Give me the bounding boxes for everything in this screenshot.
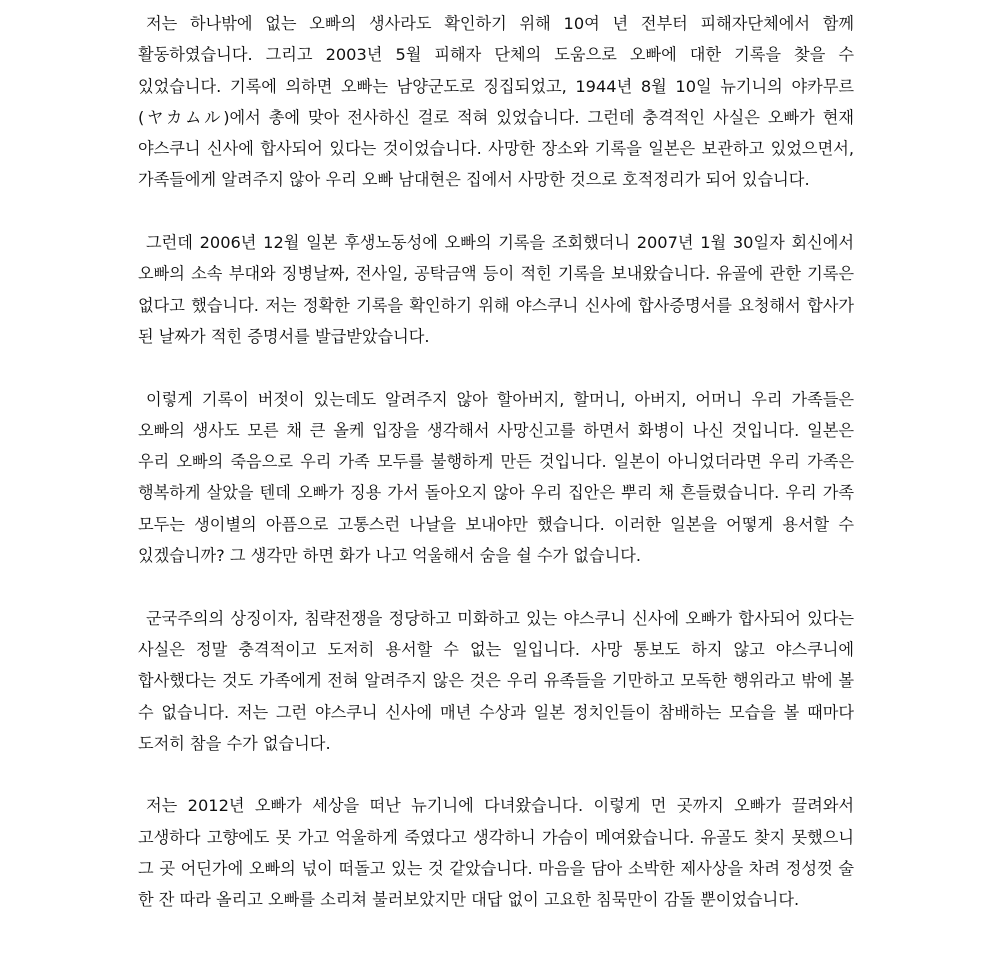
paragraph-1: 저는 하나밖에 없는 오빠의 생사라도 확인하기 위해 10여 년 전부터 피해자단체에서 함께 활동하였습니다. 그리고 2003년 5월 피해자 단체의 도움으로 오빠에 대한 기록을 찾을 수 있었습니다. 기록에 의하면 오빠는 남양군도로 징집되었고, 1944년 8월 10일 뉴기니의 야카무르(ヤカムル)에서 총에 맞아 전사하신 걸로 적혀 있었습니다. 그런데 충격적인 사실은 오빠가 현재 야스쿠니 신사에 합사되어 있다는 것이었습니다. 사망한 장소와 기록을 일본은 보관하고 있었으면서, 가족들에게 알려주지 않아 우리 오빠 남대현은 집에서 사망한 것으로 호적정리가 되어 있습니다. [138, 14, 854, 190]
paragraph-2: 그런데 2006년 12월 일본 후생노동성에 오빠의 기록을 조회했더니 2007년 1월 30일자 회신에서 오빠의 소속 부대와 징병날짜, 전사일, 공탁금액 등이 적힌 기록을 보내왔습니다. 유골에 관한 기록은 없다고 했습니다. 저는 정확한 기록을 확인하기 위해 야스쿠니 신사에 합사증명서를 요청해서 합사가 된 날짜가 적힌 증명서를 발급받았습니다. [138, 233, 854, 346]
paragraph-5: 저는 2012년 오빠가 세상을 떠난 뉴기니에 다녀왔습니다. 이렇게 먼 곳까지 오빠가 끌려와서 고생하다 고향에도 못 가고 억울하게 죽였다고 생각하니 가슴이 메여왔습니다. 유골도 찾지 못했으니 그 곳 어딘가에 오빠의 넋이 떠돌고 있는 것 같았습니다. 마음을 담아 소박한 제사상을 차려 정성껏 술 한 잔 따라 올리고 오빠를 소리쳐 불러보았지만 대답 없이 고요한 침묵만이 감돌 뿐이었습니다. [138, 796, 854, 910]
paragraph-3: 이렇게 기록이 버젓이 있는데도 알려주지 않아 할아버지, 할머니, 아버지, 어머니 우리 가족들은 오빠의 생사도 모른 채 큰 올케 입장을 생각해서 사망신고를 하면서 화병이 나신 것입니다. 일본은 우리 오빠의 죽음으로 우리 가족 모두를 불행하게 만든 것입니다. 일본이 아니었더라면 우리 가족은 행복하게 살았을 텐데 오빠가 징용 가서 돌아오지 않아 우리 집안은 뿌리 채 흔들렸습니다. 우리 가족 모두는 생이별의 아픔으로 고통스런 나날을 보내야만 했습니다. 이러한 일본을 어떻게 용서할 수 있겠습니까? 그 생각만 하면 화가 나고 억울해서 숨을 쉴 수가 없습니다. [138, 389, 854, 566]
paragraph-4: 군국주의의 상징이자, 침략전쟁을 정당하고 미화하고 있는 야스쿠니 신사에 오빠가 합사되어 있다는 사실은 정말 충격적이고 도저히 용서할 수 없는 일입니다. 사망 통보도 하지 않고 야스쿠니에 합사했다는 것도 가족에게 전혀 알려주지 않은 것은 우리 유족들을 기만하고 모독한 행위라고 밖에 볼 수 없습니다. 저는 그런 야스쿠니 신사에 매년 수상과 일본 정치인들이 참배하는 모습을 볼 때마다 도저히 참을 수가 없습니다. [138, 608, 854, 753]
